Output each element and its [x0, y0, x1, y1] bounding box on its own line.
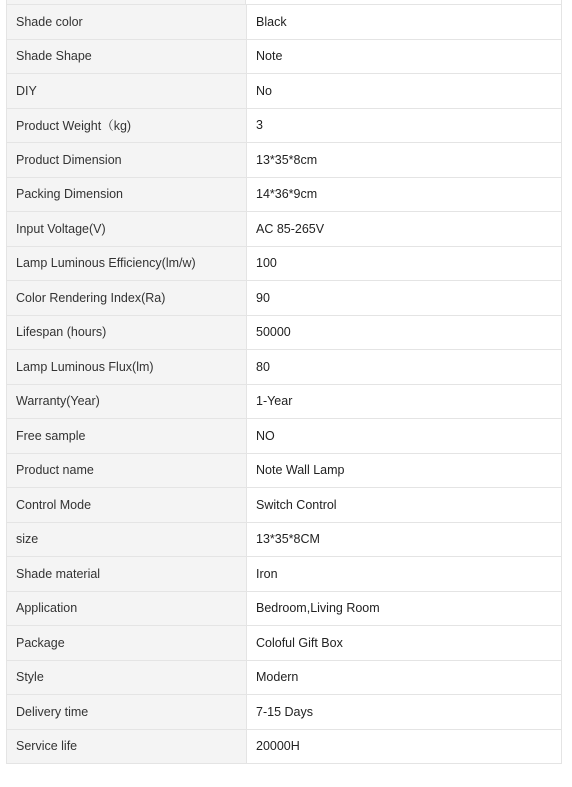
spec-value: Modern — [247, 660, 562, 695]
spec-value: 100 — [247, 246, 562, 281]
spec-value: 90 — [247, 281, 562, 316]
spec-value: Bedroom,Living Room — [247, 591, 562, 626]
spec-value: 3 — [247, 108, 562, 143]
spec-value: 80 — [247, 350, 562, 385]
table-row — [7, 660, 562, 695]
spec-value: No — [247, 74, 562, 109]
spec-value: Iron — [247, 557, 562, 592]
spec-label: Free sample — [7, 419, 247, 454]
spec-label: Shade Shape — [7, 39, 247, 74]
table-row — [7, 39, 562, 74]
spec-value: Coloful Gift Box — [247, 626, 562, 661]
spec-value: Black — [247, 5, 562, 40]
spec-label: Warranty(Year) — [7, 384, 247, 419]
spec-label: Style — [7, 660, 247, 695]
spec-label: Shade color — [7, 5, 247, 40]
table-row — [7, 315, 562, 350]
spec-value: NO — [247, 419, 562, 454]
spec-value: 1-Year — [247, 384, 562, 419]
spec-label: Product Dimension — [7, 143, 247, 178]
spec-value: Note — [247, 39, 562, 74]
spec-label: Lamp Luminous Flux(lm) — [7, 350, 247, 385]
spec-value: 50000 — [247, 315, 562, 350]
spec-value: 13*35*8CM — [247, 522, 562, 557]
spec-label: Delivery time — [7, 695, 247, 730]
spec-label: Application — [7, 591, 247, 626]
table-row — [7, 419, 562, 454]
table-row — [7, 108, 562, 143]
table-row — [7, 557, 562, 592]
spec-label: size — [7, 522, 247, 557]
table-row — [7, 212, 562, 247]
spec-label: Input Voltage(V) — [7, 212, 247, 247]
spec-label: Color Rendering Index(Ra) — [7, 281, 247, 316]
product-spec-table — [6, 4, 562, 764]
spec-value: 7-15 Days — [247, 695, 562, 730]
table-row — [7, 453, 562, 488]
spec-label: Product Weight（kg) — [7, 108, 247, 143]
table-row — [7, 626, 562, 661]
spec-label: Shade material — [7, 557, 247, 592]
spec-value: Note Wall Lamp — [247, 453, 562, 488]
table-row — [7, 488, 562, 523]
table-row — [7, 695, 562, 730]
table-row — [7, 522, 562, 557]
spec-label: Package — [7, 626, 247, 661]
table-row — [7, 591, 562, 626]
spec-value: 13*35*8cm — [247, 143, 562, 178]
spec-value: 20000H — [247, 729, 562, 764]
table-row — [7, 350, 562, 385]
table-row — [7, 74, 562, 109]
spec-label: Control Mode — [7, 488, 247, 523]
table-row — [7, 384, 562, 419]
table-row — [7, 5, 562, 40]
spec-label: Product name — [7, 453, 247, 488]
table-row — [7, 281, 562, 316]
table-row — [7, 246, 562, 281]
table-row — [7, 143, 562, 178]
spec-label: Service life — [7, 729, 247, 764]
spec-label: Lamp Luminous Efficiency(lm/w) — [7, 246, 247, 281]
spec-value: 14*36*9cm — [247, 177, 562, 212]
spec-label: Packing Dimension — [7, 177, 247, 212]
table-row — [7, 729, 562, 764]
spec-value: Switch Control — [247, 488, 562, 523]
spec-label: DIY — [7, 74, 247, 109]
spec-value: AC 85-265V — [247, 212, 562, 247]
table-row — [7, 177, 562, 212]
spec-label: Lifespan (hours) — [7, 315, 247, 350]
